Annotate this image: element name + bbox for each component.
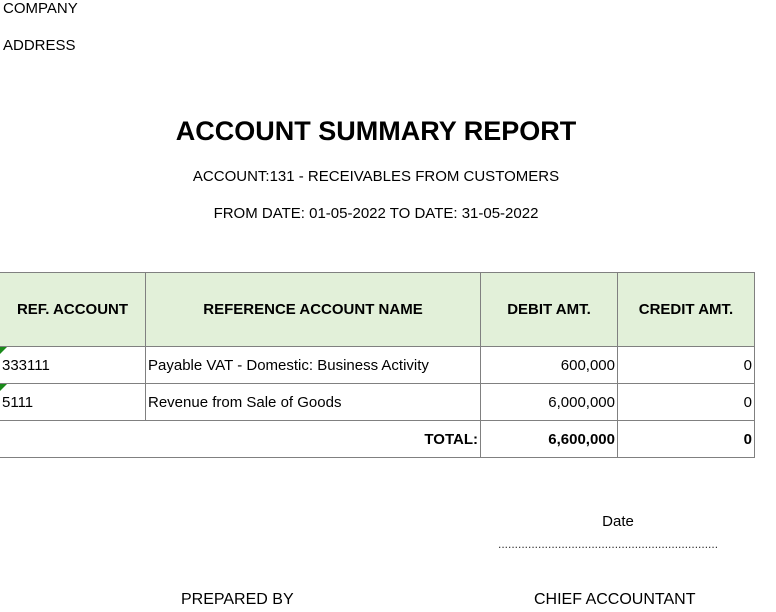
signature-date-label: Date [602,513,634,530]
column-header-debit[interactable]: DEBIT AMT. [481,273,618,347]
total-row [0,421,755,458]
chief-accountant-label: CHIEF ACCOUNTANT [534,591,696,608]
debit-cell[interactable]: 600,000 [481,347,618,384]
cell-note-marker-icon [0,384,7,391]
column-header-ref-account[interactable]: REF. ACCOUNT [0,273,146,347]
total-credit[interactable]: 0 [618,421,755,458]
date-range: FROM DATE: 01-05-2022 TO DATE: 31-05-2022 [213,205,539,222]
signature-date-line: .................................................................. [498,537,719,551]
prepared-by-label: PREPARED BY [181,591,294,608]
credit-cell[interactable]: 0 [618,347,755,384]
total-debit[interactable]: 6,600,000 [481,421,618,458]
table-header-row [0,273,755,347]
total-label[interactable]: TOTAL: [0,421,481,458]
column-header-account-name[interactable]: REFERENCE ACCOUNT NAME [146,273,481,347]
company-address: ADDRESS [3,37,76,54]
account-name-cell[interactable]: Payable VAT - Domestic: Business Activity [146,347,481,384]
ref-account-cell[interactable] [0,347,146,384]
credit-cell[interactable]: 0 [618,384,755,421]
summary-table [0,272,755,458]
cell-note-marker-icon [0,347,7,354]
ref-account-value: 333111 [2,356,50,374]
report-title: ACCOUNT SUMMARY REPORT [175,116,577,146]
ref-account-cell[interactable] [0,384,146,421]
account-name-cell[interactable]: Revenue from Sale of Goods [146,384,481,421]
ref-account-value: 5111 [2,393,34,411]
debit-cell[interactable]: 6,000,000 [481,384,618,421]
company-name: COMPANY [3,0,78,17]
table-row [0,384,755,421]
column-header-credit[interactable]: CREDIT AMT. [618,273,755,347]
table-row [0,347,755,384]
account-line: ACCOUNT:131 - RECEIVABLES FROM CUSTOMERS [192,168,560,185]
